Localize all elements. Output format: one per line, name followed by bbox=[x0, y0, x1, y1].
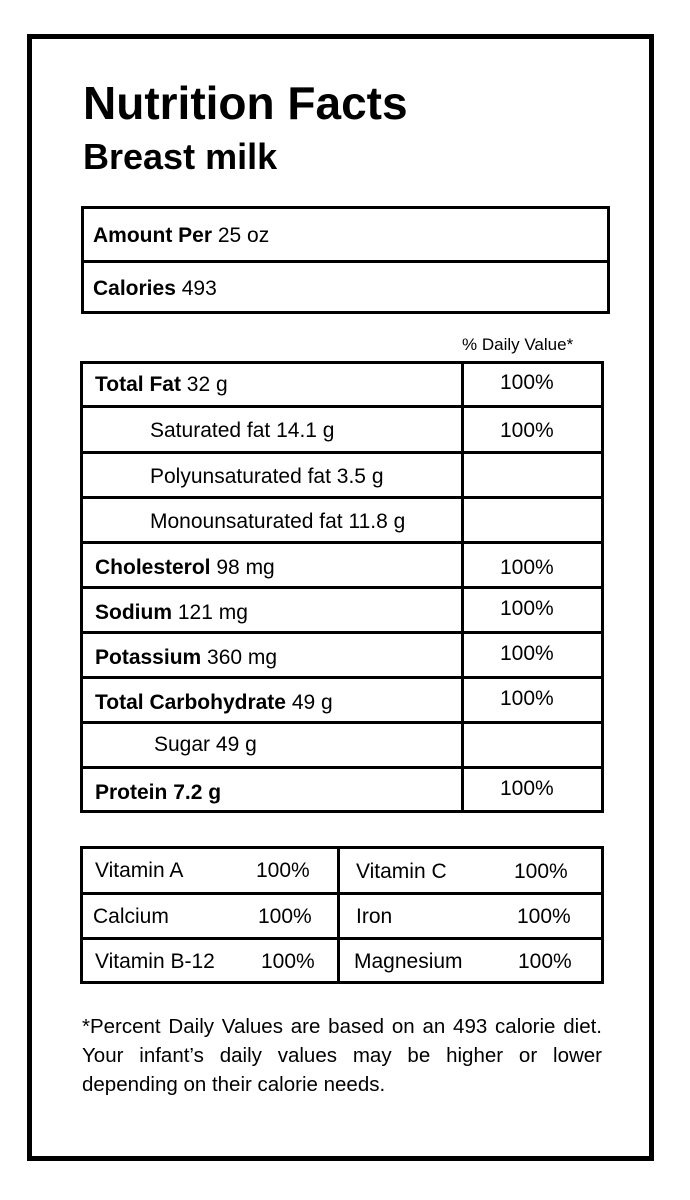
label-title: Nutrition Facts bbox=[83, 77, 408, 129]
nutrient-row-monounsaturated-fat bbox=[150, 510, 405, 534]
vitamin-dv: 100% bbox=[256, 859, 310, 882]
row-divider bbox=[80, 451, 604, 454]
nutrient-amount: 49 g bbox=[291, 691, 333, 714]
vitamin-dv: 100% bbox=[518, 950, 572, 973]
nutrient-amount: 3.5 g bbox=[336, 465, 384, 488]
amount-per-value: 25 oz bbox=[217, 224, 270, 247]
nutrient-dv: 100% bbox=[500, 777, 554, 800]
nutrient-row-protein bbox=[95, 781, 221, 805]
nutrient-row-potassium bbox=[95, 646, 277, 670]
vitamin-name: Calcium bbox=[93, 905, 169, 928]
nutrient-amount: 49 g bbox=[215, 733, 257, 756]
nutrient-amount: 7.2 g bbox=[173, 781, 222, 804]
nutrient-name: Potassium bbox=[95, 646, 202, 669]
calories-label: Calories bbox=[93, 277, 176, 300]
row-divider bbox=[80, 766, 604, 769]
nutrient-name: Saturated fat bbox=[150, 419, 271, 442]
nutrient-dv: 100% bbox=[500, 642, 554, 665]
footnote: *Percent Daily Values are based on an 493 calorie diet. Your infant’s daily values may be higher or lower depending on their calorie needs. bbox=[82, 1015, 602, 1096]
nutrient-amount: 32 g bbox=[186, 373, 228, 396]
vitamin-dv: 100% bbox=[261, 950, 315, 973]
nutrient-dv: 100% bbox=[500, 419, 554, 442]
nutrient-amount: 98 mg bbox=[216, 556, 275, 579]
nutrient-name: Cholesterol bbox=[95, 556, 211, 579]
nutrient-amount: 11.8 g bbox=[348, 510, 406, 533]
vitamin-name: Iron bbox=[356, 905, 393, 928]
nutrient-amount: 14.1 g bbox=[276, 419, 335, 442]
nutrient-row-sodium bbox=[95, 601, 248, 625]
nutrient-name: Total Fat bbox=[95, 373, 181, 396]
row-divider bbox=[80, 541, 604, 544]
row-divider bbox=[80, 631, 604, 634]
vitamin-dv: 100% bbox=[514, 860, 568, 883]
nutrient-name: Sugar bbox=[154, 733, 211, 756]
nutrient-name: Polyunsaturated fat bbox=[150, 465, 331, 488]
label-subtitle: Breast milk bbox=[83, 136, 278, 177]
calories-value: 493 bbox=[181, 277, 217, 300]
vitamin-name: Vitamin C bbox=[356, 860, 447, 883]
calories-row bbox=[93, 277, 217, 301]
row-divider bbox=[80, 676, 604, 679]
nutrient-row-sugar bbox=[154, 733, 257, 757]
nutrient-dv: 100% bbox=[500, 556, 554, 579]
row-divider bbox=[80, 586, 604, 589]
nutrient-amount: 360 mg bbox=[207, 646, 278, 669]
daily-value-header: % Daily Value* bbox=[462, 335, 574, 354]
nutrient-row-polyunsaturated-fat bbox=[150, 465, 384, 489]
nutrient-dv: 100% bbox=[500, 371, 554, 394]
vitamin-name: Vitamin B-12 bbox=[95, 950, 215, 973]
nutrient-amount: 121 mg bbox=[177, 601, 248, 624]
row-divider bbox=[80, 405, 604, 408]
vitamin-column-divider bbox=[337, 846, 340, 984]
nutrient-name: Protein bbox=[95, 781, 168, 804]
row-divider bbox=[80, 721, 604, 724]
nutrient-row-saturated-fat bbox=[150, 419, 334, 443]
serving-divider bbox=[81, 260, 610, 263]
nutrient-dv: 100% bbox=[500, 597, 554, 620]
vitamin-row-divider bbox=[80, 937, 604, 940]
nutrient-row-total-fat bbox=[95, 373, 228, 397]
nutrient-name: Monounsaturated fat bbox=[150, 510, 343, 533]
nutrient-dv: 100% bbox=[500, 687, 554, 710]
amount-per-label: Amount Per bbox=[93, 224, 213, 247]
vitamin-name: Magnesium bbox=[354, 950, 463, 973]
nutrient-row-total-carbohydrate bbox=[95, 691, 333, 715]
vitamin-row-divider bbox=[80, 892, 604, 895]
vitamin-dv: 100% bbox=[517, 905, 571, 928]
row-divider bbox=[80, 496, 604, 499]
nutrient-name: Sodium bbox=[95, 601, 172, 624]
vitamin-dv: 100% bbox=[258, 905, 312, 928]
amount-per-row bbox=[93, 224, 269, 248]
nutrient-row-cholesterol bbox=[95, 556, 275, 580]
vitamin-name: Vitamin A bbox=[95, 859, 184, 882]
nutrient-name: Total Carbohydrate bbox=[95, 691, 286, 714]
